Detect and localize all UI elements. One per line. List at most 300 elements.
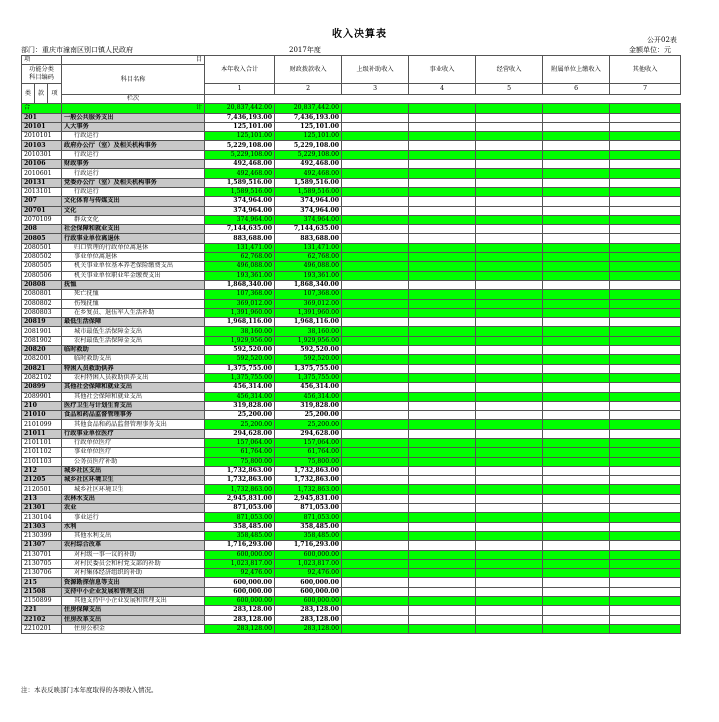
- table-row: [22, 420, 681, 429]
- income-total: 374,964.00: [205, 197, 275, 206]
- subject-name: 特困人员救助供养: [62, 364, 205, 373]
- empty-cell: [476, 132, 543, 141]
- subject-code: 21205: [22, 476, 62, 485]
- subject-name: 事业运行: [62, 513, 205, 522]
- empty-cell: [543, 448, 610, 457]
- income-total: 1,589,516.00: [205, 178, 275, 187]
- fiscal-income: 92,476.00: [275, 569, 342, 578]
- empty-cell: [476, 262, 543, 271]
- income-total: 125,101.00: [205, 132, 275, 141]
- fiscal-income: 319,828.00: [275, 401, 342, 410]
- fiscal-income: 131,471.00: [275, 243, 342, 252]
- empty-cell: [543, 346, 610, 355]
- empty-cell: [610, 420, 681, 429]
- table-row: [22, 169, 681, 178]
- subject-name: 事业单位离退休: [62, 253, 205, 262]
- subject-name: 机关事业单位职业年金缴费支出: [62, 271, 205, 280]
- header-mu: 目: [62, 56, 205, 65]
- fiscal-income: 283,128.00: [275, 606, 342, 615]
- empty-cell: [543, 206, 610, 215]
- table-row: [22, 364, 681, 373]
- income-total: 883,688.00: [205, 234, 275, 243]
- subject-code: 2010301: [22, 150, 62, 159]
- subject-code: 213: [22, 494, 62, 503]
- fiscal-income: 25,200.00: [275, 420, 342, 429]
- col-num-6: 6: [543, 84, 610, 95]
- income-total: 131,471.00: [205, 243, 275, 252]
- subject-code: 208: [22, 225, 62, 234]
- subject-code: 2010101: [22, 132, 62, 141]
- subject-name: 最低生活保障: [62, 318, 205, 327]
- table-row: [22, 457, 681, 466]
- empty-cell: [342, 550, 409, 559]
- empty-cell: [476, 541, 543, 550]
- fiscal-income: 7,436,193.00: [275, 113, 342, 122]
- empty-cell: [543, 624, 610, 633]
- col-num-7: 7: [610, 84, 681, 95]
- empty-cell: [476, 429, 543, 438]
- subject-code: 2080801: [22, 290, 62, 299]
- empty-cell: [409, 253, 476, 262]
- empty-cell: [476, 169, 543, 178]
- fiscal-income: 294,628.00: [275, 429, 342, 438]
- header-subject-name: 科目名称: [62, 65, 205, 95]
- empty-cell: [476, 187, 543, 196]
- empty-cell: [610, 429, 681, 438]
- unit-label: 金额单位：元: [629, 46, 671, 54]
- fiscal-income: 2,945,831.00: [275, 494, 342, 503]
- fiscal-income: 496,088.00: [275, 262, 342, 271]
- empty-cell: [543, 597, 610, 606]
- year-label: 2017年度: [289, 46, 321, 54]
- subject-code: 210: [22, 401, 62, 410]
- table-row: [22, 559, 681, 568]
- empty-cell: [409, 531, 476, 540]
- empty-cell: [409, 438, 476, 447]
- empty-cell: [543, 438, 610, 447]
- subject-name: 一般公共服务支出: [62, 113, 205, 122]
- empty-cell: [342, 541, 409, 550]
- empty-cell: [409, 373, 476, 382]
- empty-cell: [342, 336, 409, 345]
- empty-cell: [610, 160, 681, 169]
- empty-cell: [342, 485, 409, 494]
- empty-cell: [409, 597, 476, 606]
- subject-name: 城乡社区支出: [62, 466, 205, 475]
- empty-cell: [342, 271, 409, 280]
- empty-cell: [610, 485, 681, 494]
- empty-cell: [476, 160, 543, 169]
- empty-cell: [476, 336, 543, 345]
- empty-cell: [409, 327, 476, 336]
- empty-cell: [409, 187, 476, 196]
- empty-cell: [476, 280, 543, 289]
- empty-cell: [610, 513, 681, 522]
- empty-cell: [342, 457, 409, 466]
- empty-cell: [543, 290, 610, 299]
- subject-code: 2101099: [22, 420, 62, 429]
- table-row: [22, 438, 681, 447]
- empty-cell: [610, 197, 681, 206]
- subject-code: 215: [22, 578, 62, 587]
- income-total: 1,375,755.00: [205, 373, 275, 382]
- empty-cell: [476, 522, 543, 531]
- empty-cell: [610, 494, 681, 503]
- fiscal-income: 157,064.00: [275, 438, 342, 447]
- empty-cell: [543, 327, 610, 336]
- empty-cell: [610, 308, 681, 317]
- empty-cell: [610, 178, 681, 187]
- subject-name: 城市最低生活保障金支出: [62, 327, 205, 336]
- subject-code: 2080502: [22, 253, 62, 262]
- empty-cell: [342, 243, 409, 252]
- fiscal-income: 5,229,108.00: [275, 150, 342, 159]
- table-row: [22, 234, 681, 243]
- subject-name: 农村最低生活保障金支出: [62, 336, 205, 345]
- empty-cell: [610, 578, 681, 587]
- income-total: 25,200.00: [205, 420, 275, 429]
- fiscal-income: 1,732,863.00: [275, 485, 342, 494]
- empty-cell: [476, 485, 543, 494]
- table-row: [22, 587, 681, 596]
- income-total: 61,764.00: [205, 448, 275, 457]
- empty-cell: [342, 466, 409, 475]
- empty-cell: [409, 457, 476, 466]
- empty-cell: [543, 504, 610, 513]
- table-row: [22, 606, 681, 615]
- empty-cell: [342, 504, 409, 513]
- table-row: [22, 531, 681, 540]
- empty-cell: [409, 197, 476, 206]
- empty-cell: [543, 541, 610, 550]
- subject-name: 资源勘探信息等支出: [62, 578, 205, 587]
- table-row: [22, 187, 681, 196]
- empty-cell: [543, 243, 610, 252]
- income-total: 283,128.00: [205, 615, 275, 624]
- fiscal-income: 871,053.00: [275, 513, 342, 522]
- empty-cell: [543, 355, 610, 364]
- empty-cell: [409, 280, 476, 289]
- subject-name: 城乡社区环境卫生: [62, 476, 205, 485]
- fiscal-income: 871,053.00: [275, 504, 342, 513]
- empty-cell: [342, 346, 409, 355]
- empty-cell: [476, 420, 543, 429]
- total-income: 20,837,442.00: [205, 104, 275, 113]
- subject-code: 2080506: [22, 271, 62, 280]
- empty-cell: [543, 383, 610, 392]
- empty-cell: [409, 401, 476, 410]
- empty-cell: [409, 215, 476, 224]
- header-xiang: 项: [22, 56, 62, 65]
- subject-code: 20899: [22, 383, 62, 392]
- subject-name: 水利: [62, 522, 205, 531]
- subject-name: 农业: [62, 504, 205, 513]
- empty-cell: [342, 187, 409, 196]
- empty-cell: [610, 215, 681, 224]
- table-row: [22, 624, 681, 633]
- empty-cell: [543, 234, 610, 243]
- income-total: 871,053.00: [205, 504, 275, 513]
- empty-cell: [543, 578, 610, 587]
- empty-cell: [409, 411, 476, 420]
- empty-cell: [610, 438, 681, 447]
- empty-cell: [342, 122, 409, 131]
- empty-cell: [610, 373, 681, 382]
- fiscal-income: 883,688.00: [275, 234, 342, 243]
- empty-cell: [342, 197, 409, 206]
- income-total: 600,000.00: [205, 550, 275, 559]
- subject-code: 2081901: [22, 327, 62, 336]
- col-num-5: 5: [476, 84, 543, 95]
- subject-name: 公务员医疗补助: [62, 457, 205, 466]
- income-total: 75,800.00: [205, 457, 275, 466]
- income-total: 1,375,755.00: [205, 364, 275, 373]
- empty-cell: [409, 132, 476, 141]
- table-row: [22, 615, 681, 624]
- empty-cell: [409, 569, 476, 578]
- empty-cell: [476, 141, 543, 150]
- empty-cell: [476, 364, 543, 373]
- empty-cell: [476, 457, 543, 466]
- empty-cell: [476, 290, 543, 299]
- empty-cell: [610, 550, 681, 559]
- empty-cell: [342, 262, 409, 271]
- subject-code: 20701: [22, 206, 62, 215]
- subject-name: 行政运行: [62, 132, 205, 141]
- income-total: 7,144,635.00: [205, 225, 275, 234]
- empty-cell: [409, 178, 476, 187]
- fiscal-income: 1,589,516.00: [275, 187, 342, 196]
- empty-cell: [409, 122, 476, 131]
- empty-cell: [409, 113, 476, 122]
- table-row: [22, 132, 681, 141]
- empty-cell: [409, 559, 476, 568]
- subject-code: 221: [22, 606, 62, 615]
- empty-cell: [610, 336, 681, 345]
- table-row: [22, 346, 681, 355]
- empty-cell: [409, 513, 476, 522]
- empty-cell: [610, 615, 681, 624]
- empty-cell: [476, 234, 543, 243]
- income-total: 1,023,817.00: [205, 559, 275, 568]
- empty-cell: [476, 299, 543, 308]
- empty-cell: [409, 522, 476, 531]
- empty-cell: [409, 615, 476, 624]
- empty-cell: [610, 187, 681, 196]
- header-col-4: 事业收入: [409, 56, 476, 84]
- empty-cell: [342, 132, 409, 141]
- income-total: 294,628.00: [205, 429, 275, 438]
- subject-code: 2082001: [22, 355, 62, 364]
- empty-cell: [409, 578, 476, 587]
- fiscal-income: 125,101.00: [275, 122, 342, 131]
- fiscal-income: 592,520.00: [275, 346, 342, 355]
- table-row: [22, 336, 681, 345]
- empty-cell: [476, 569, 543, 578]
- empty-cell: [342, 318, 409, 327]
- empty-cell: [610, 253, 681, 262]
- subject-name: 事业单位医疗: [62, 448, 205, 457]
- empty-cell: [543, 485, 610, 494]
- fiscal-income: 1,929,956.00: [275, 336, 342, 345]
- empty-cell: [543, 457, 610, 466]
- subject-code: 22102: [22, 615, 62, 624]
- income-total: 283,128.00: [205, 624, 275, 633]
- subject-code: 2080501: [22, 243, 62, 252]
- empty-cell: [342, 401, 409, 410]
- table-row: [22, 485, 681, 494]
- empty-cell: [342, 531, 409, 540]
- subject-name: 归口管理的行政单位离退休: [62, 243, 205, 252]
- empty-cell: [342, 141, 409, 150]
- fiscal-income: 369,012.00: [275, 299, 342, 308]
- subject-code: 2010601: [22, 169, 62, 178]
- header-func-code: 功能分类 科目编码: [22, 65, 62, 84]
- subject-code: 20805: [22, 234, 62, 243]
- subject-name: 死亡抚恤: [62, 290, 205, 299]
- subject-code: 2013101: [22, 187, 62, 196]
- empty-cell: [610, 327, 681, 336]
- empty-cell: [342, 206, 409, 215]
- subject-code: 20103: [22, 141, 62, 150]
- empty-cell: [476, 615, 543, 624]
- empty-cell: [342, 615, 409, 624]
- fiscal-income: 374,964.00: [275, 197, 342, 206]
- empty-cell: [342, 513, 409, 522]
- table-row: [22, 504, 681, 513]
- table-row: [22, 466, 681, 475]
- table-row: [22, 494, 681, 503]
- empty-cell: [476, 308, 543, 317]
- empty-cell: [409, 504, 476, 513]
- income-total: 193,361.00: [205, 271, 275, 280]
- subject-name: 支持中小企业发展和管理支出: [62, 587, 205, 596]
- income-total: 600,000.00: [205, 578, 275, 587]
- subject-code: 2130706: [22, 569, 62, 578]
- empty-cell: [342, 169, 409, 178]
- table-row: [22, 271, 681, 280]
- empty-cell: [543, 187, 610, 196]
- empty-cell: [409, 318, 476, 327]
- empty-cell: [476, 411, 543, 420]
- empty-cell: [476, 559, 543, 568]
- subject-name: 财政事务: [62, 160, 205, 169]
- table-row: [22, 355, 681, 364]
- empty-cell: [610, 150, 681, 159]
- subject-name: 城乡社区环境卫生: [62, 485, 205, 494]
- header-col-5: 经营收入: [476, 56, 543, 84]
- empty-cell: [409, 606, 476, 615]
- income-total: 1,868,340.00: [205, 280, 275, 289]
- empty-cell: [610, 466, 681, 475]
- empty-cell: [543, 401, 610, 410]
- fiscal-income: 1,391,960.00: [275, 308, 342, 317]
- empty-cell: [476, 373, 543, 382]
- empty-cell: [409, 364, 476, 373]
- table-row: [22, 569, 681, 578]
- empty-cell: [409, 448, 476, 457]
- empty-cell: [543, 569, 610, 578]
- subject-name: 医疗卫生与计划生育支出: [62, 401, 205, 410]
- income-total: 592,520.00: [205, 355, 275, 364]
- income-total: 7,436,193.00: [205, 113, 275, 122]
- empty-cell: [610, 225, 681, 234]
- table-row: [22, 476, 681, 485]
- table-row: [22, 429, 681, 438]
- fiscal-income: 7,144,635.00: [275, 225, 342, 234]
- subject-name: 社会保障和就业支出: [62, 225, 205, 234]
- subject-name: 在乡复员、退伍军人生活补助: [62, 308, 205, 317]
- table-row: [22, 308, 681, 317]
- header-xiang2: 项: [48, 84, 62, 104]
- income-total: 492,468.00: [205, 160, 275, 169]
- empty-cell: [610, 569, 681, 578]
- empty-cell: [610, 541, 681, 550]
- subject-code: 21307: [22, 541, 62, 550]
- empty-cell: [543, 197, 610, 206]
- empty-cell: [543, 615, 610, 624]
- subject-code: 20820: [22, 346, 62, 355]
- page-title: 收入决算表: [332, 29, 387, 40]
- subject-name: 住房保障支出: [62, 606, 205, 615]
- fiscal-income: 492,468.00: [275, 160, 342, 169]
- fiscal-income: 1,732,863.00: [275, 466, 342, 475]
- empty-cell: [409, 234, 476, 243]
- table-row: [22, 392, 681, 401]
- subject-code: 2130399: [22, 531, 62, 540]
- table-row: [22, 206, 681, 215]
- empty-cell: [342, 178, 409, 187]
- empty-cell: [543, 587, 610, 596]
- subject-name: 临时救助: [62, 346, 205, 355]
- empty-cell: [610, 392, 681, 401]
- empty-cell: [409, 290, 476, 299]
- empty-cell: [610, 364, 681, 373]
- income-total: 107,368.00: [205, 290, 275, 299]
- empty-cell: [476, 197, 543, 206]
- col-num-4: 4: [409, 84, 476, 95]
- fiscal-income: 374,964.00: [275, 206, 342, 215]
- table-row: [22, 327, 681, 336]
- footnote: 注：本表反映部门本年度取得的各项收入情况。: [21, 686, 158, 694]
- subject-code: 2089901: [22, 392, 62, 401]
- empty-cell: [543, 178, 610, 187]
- empty-cell: [610, 271, 681, 280]
- fiscal-income: 38,160.00: [275, 327, 342, 336]
- income-total: 592,520.00: [205, 346, 275, 355]
- empty-cell: [342, 494, 409, 503]
- empty-cell: [476, 438, 543, 447]
- empty-cell: [610, 113, 681, 122]
- subject-name: 住房公积金: [62, 624, 205, 633]
- empty-cell: [610, 346, 681, 355]
- table-row: [22, 280, 681, 289]
- subject-name: 临时救助支出: [62, 355, 205, 364]
- empty-cell: [543, 299, 610, 308]
- empty-cell: [476, 550, 543, 559]
- table-row: [22, 243, 681, 252]
- table-row: [22, 383, 681, 392]
- empty-cell: [543, 280, 610, 289]
- subject-name: 群众文化: [62, 215, 205, 224]
- col-num-1: 1: [205, 84, 275, 95]
- empty-cell: [342, 364, 409, 373]
- empty-cell: [342, 280, 409, 289]
- table-row: [22, 448, 681, 457]
- subject-code: 21010: [22, 411, 62, 420]
- empty-cell: [543, 122, 610, 131]
- income-total: 1,589,516.00: [205, 187, 275, 196]
